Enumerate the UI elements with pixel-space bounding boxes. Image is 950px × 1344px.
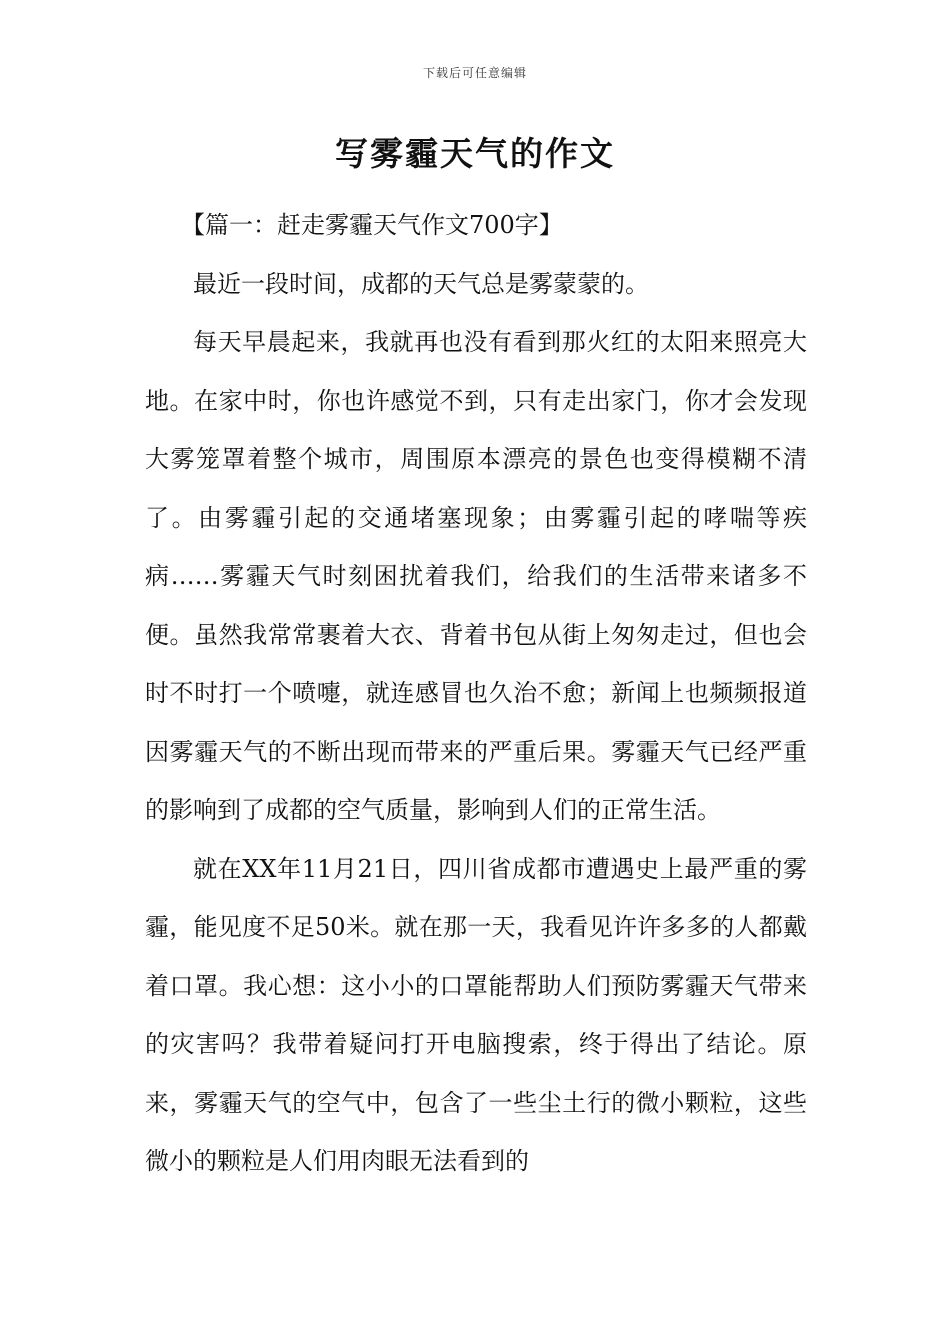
paragraph-2: 每天早晨起来，我就再也没有看到那火红的太阳来照亮大地。在家中时，你也许感觉不到，只有走出家门，你才会发现大雾笼罩着整个城市，周围原本漂亮的景色也变得模糊不清了。由雾霾引起的交通堵塞现象；由雾霾引起的哮喘等疾病……雾霾天气时刻困扰着我们，给我们的生活带来诸多不便。虽然我常常裹着大衣、背着书包从街上匆匆走过，但也会时不时打一个喷嚏，就连感冒也久治不愈；新闻上也频频报道因雾霾天气的不断出现而带来的严重后果。雾霾天气已经严重的影响到了成都的空气质量，影响到人们的正常生活。: [145, 328, 807, 824]
paragraph-1: 最近一段时间，成都的天气总是雾蒙蒙的。: [193, 269, 649, 298]
paragraph-3: 就在XX年11月21日，四川省成都市遭遇史上最严重的雾霾，能见度不足50米。就在那一天，我看见许许多多的人都戴着口罩。我心想：这小小的口罩能帮助人们预防雾霾天气带来的灾害吗？我带着疑问打开电脑搜索，终于得出了结论。原来，雾霾天气的空气中，包含了一些尘土行的微小颗粒，这些微小的颗粒是人们用肉眼无法看到的: [145, 854, 807, 1175]
header-note: 下载后可任意编辑: [422, 66, 527, 80]
section-heading: 【篇一：赶走雾霾天气作文700字】: [181, 211, 563, 239]
document-body: [145, 196, 807, 1191]
document-title: 写雾霾天气的作文: [335, 134, 615, 173]
